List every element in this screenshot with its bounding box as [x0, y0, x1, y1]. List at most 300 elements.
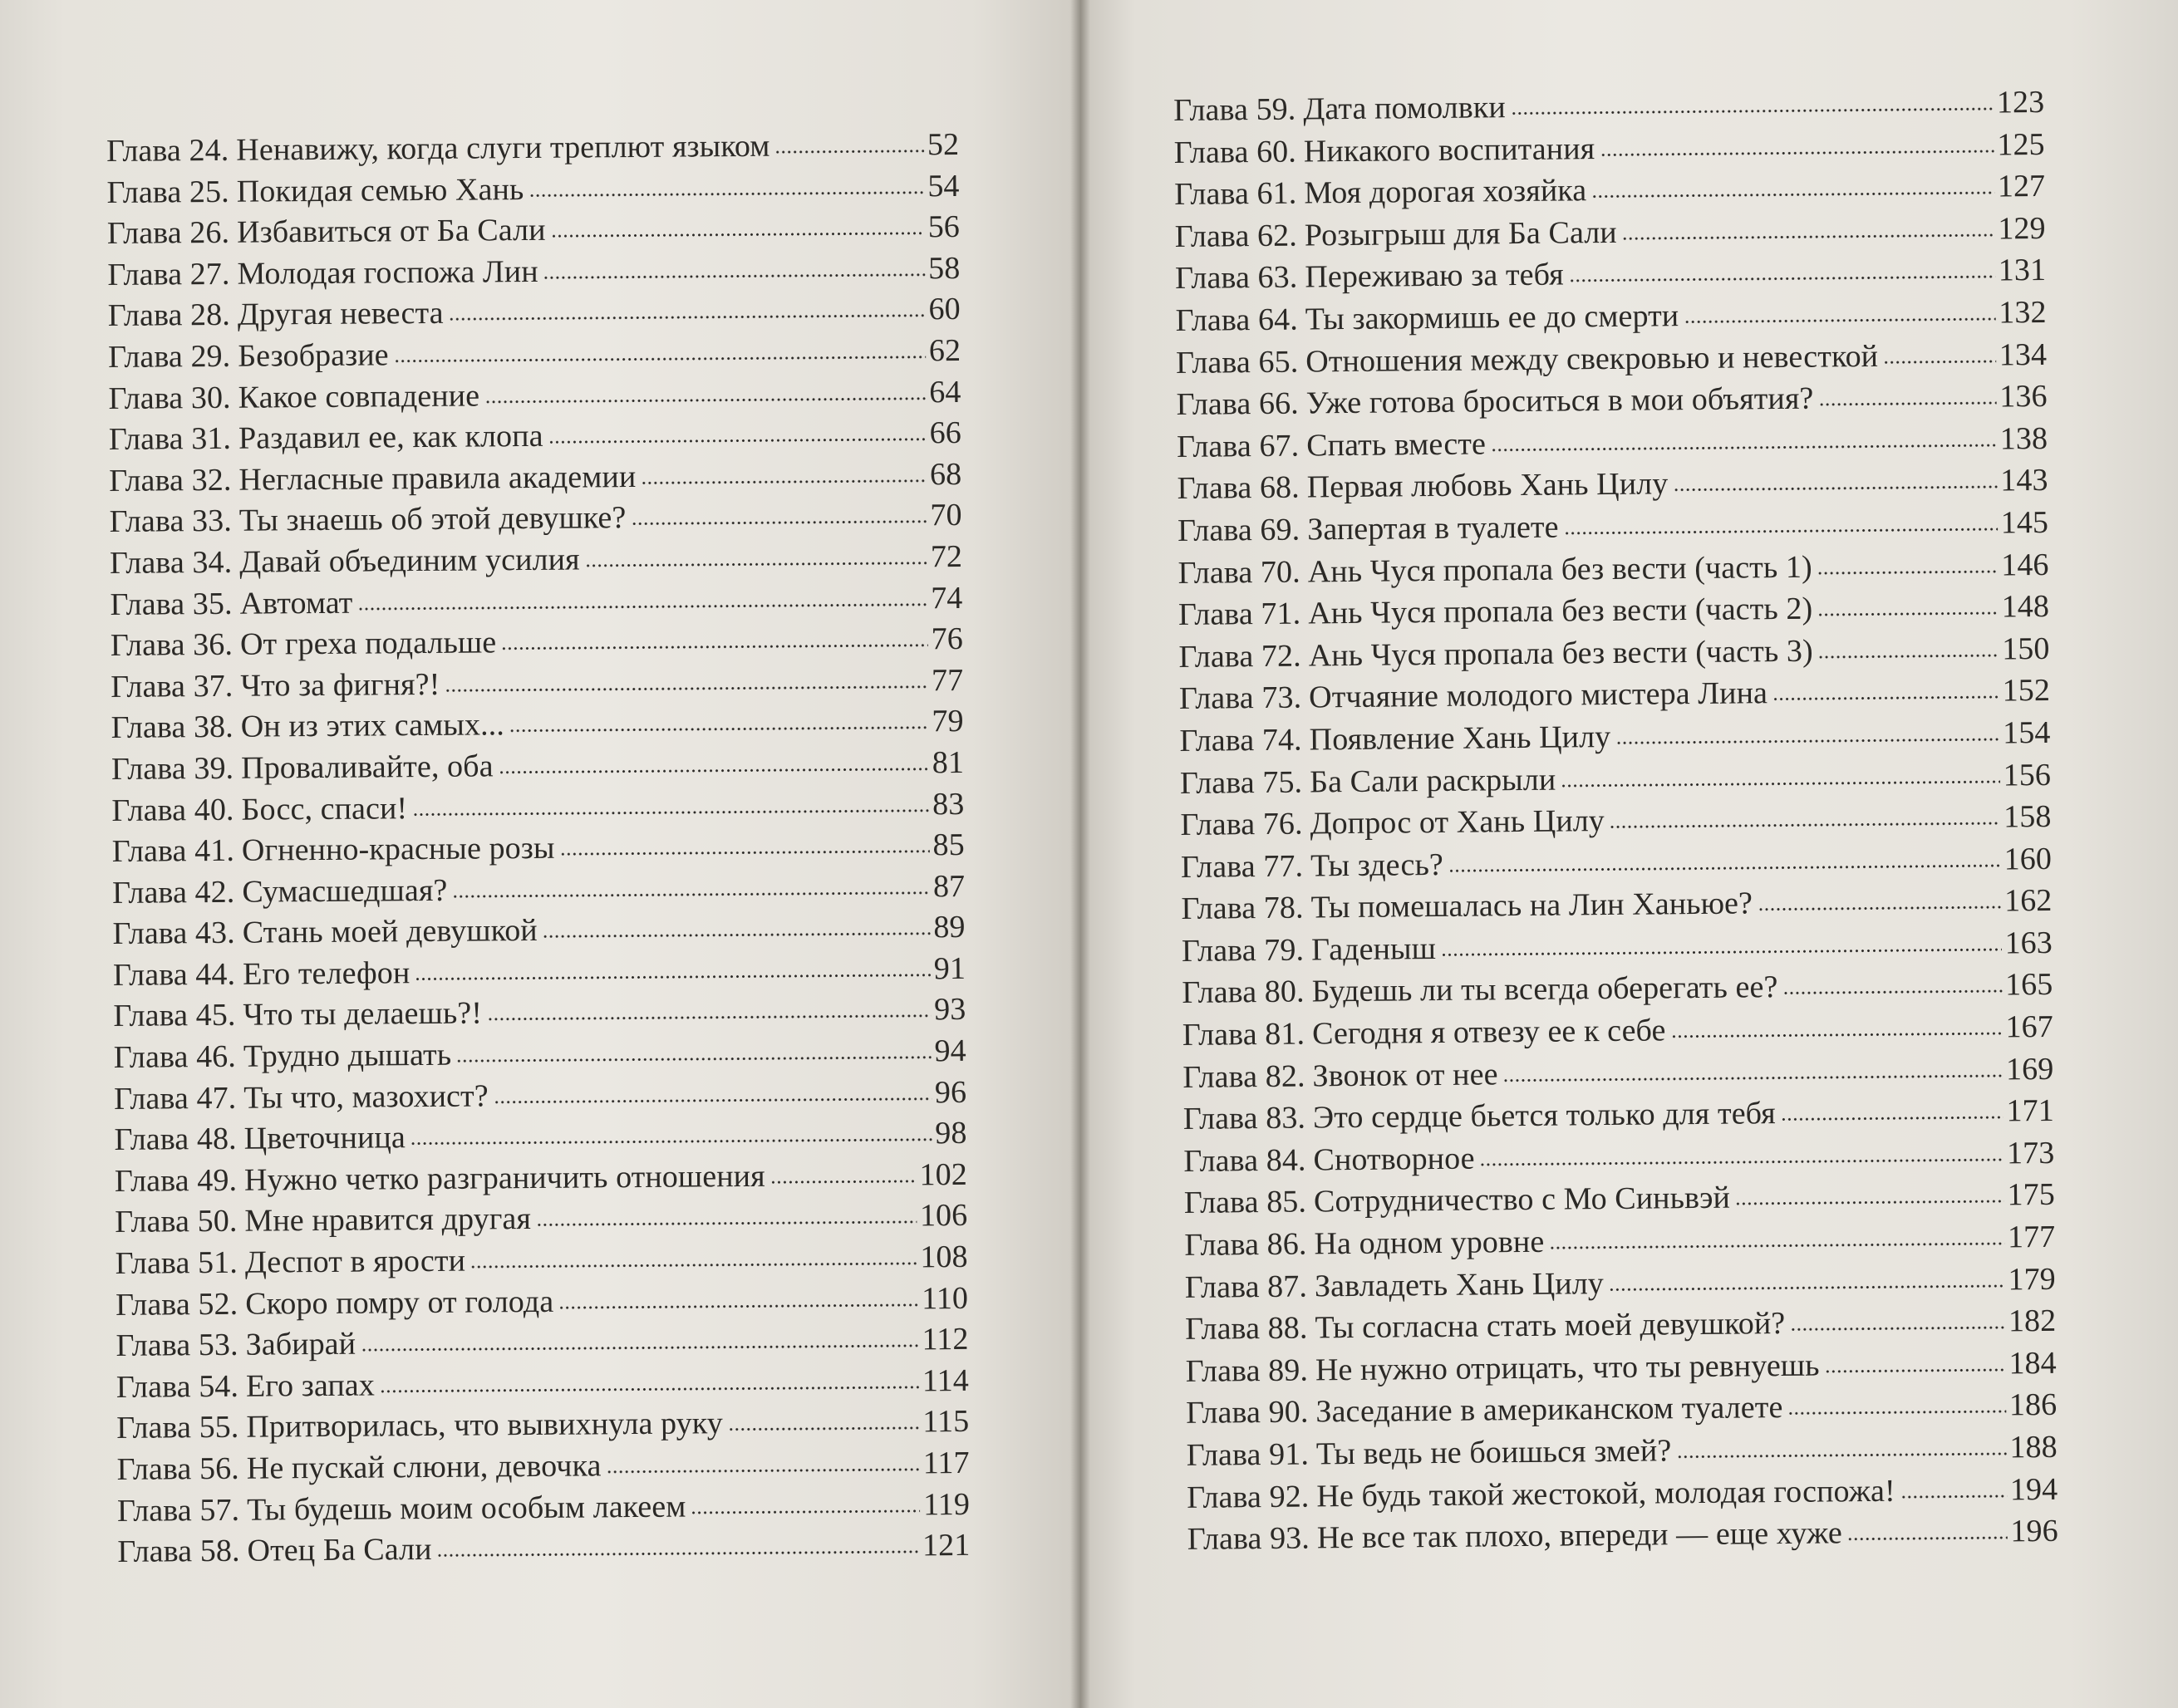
page-number: 91 — [933, 950, 966, 987]
page-number: 77 — [931, 662, 964, 698]
dot-leader — [456, 1056, 931, 1062]
dot-leader — [770, 1180, 917, 1183]
chapter-label: Глава 34. — [109, 544, 233, 581]
dot-leader — [560, 850, 930, 855]
chapter-label: Глава 88. — [1185, 1310, 1308, 1347]
chapter-title: Деспот в ярости — [244, 1243, 466, 1280]
dot-leader — [470, 1262, 917, 1268]
page-number: 76 — [931, 621, 963, 657]
toc-entry — [109, 454, 961, 503]
chapter-title: Моя дорогая хозяйка — [1304, 173, 1587, 211]
page-number: 108 — [920, 1239, 968, 1275]
chapter-label: Глава 47. — [113, 1080, 237, 1117]
page-number: 138 — [1999, 420, 2048, 457]
chapter-title: Покидая семью Хань — [236, 171, 524, 209]
chapter-label: Глава 29. — [107, 338, 231, 375]
page-number: 119 — [922, 1486, 971, 1522]
chapter-title: Нужно четко разграничить отношения — [243, 1158, 765, 1198]
page-number: 58 — [927, 250, 961, 287]
chapter-label: Глава 51. — [115, 1244, 238, 1281]
chapter-title: Сумасшедшая? — [242, 872, 448, 910]
page-number: 96 — [934, 1074, 967, 1110]
toc-entry — [108, 289, 961, 337]
chapter-title: Скоро помру от голода — [245, 1283, 554, 1322]
page-number: 64 — [929, 374, 961, 410]
page-number: 66 — [929, 415, 962, 451]
chapter-title: Ты согласна стать моей девушкой? — [1315, 1306, 1786, 1346]
dot-leader — [1781, 1117, 2003, 1121]
chapter-title: Уже готова броситься в мои объятия? — [1305, 380, 1814, 421]
page-number: 106 — [919, 1198, 968, 1234]
page-number: 87 — [932, 868, 966, 904]
toc-entry — [116, 1443, 969, 1491]
toc-entry — [111, 701, 963, 749]
dot-leader — [558, 1303, 918, 1308]
page-number: 125 — [1997, 126, 2045, 163]
chapter-label: Глава 72. — [1178, 638, 1301, 675]
page-number: 89 — [933, 910, 966, 945]
chapter-title: Ненавижу, когда слуги треплют языком — [236, 128, 770, 168]
chapter-label: Глава 37. — [111, 668, 234, 704]
toc-entry — [108, 331, 961, 379]
chapter-label: Глава 54. — [116, 1368, 239, 1405]
chapter-title: Молодая госпожа Лин — [237, 253, 538, 292]
chapter-label: Глава 63. — [1174, 259, 1298, 297]
page-number: 68 — [929, 456, 962, 492]
chapter-title: Автомат — [239, 585, 353, 621]
chapter-title: Переживаю за тебя — [1305, 257, 1564, 295]
dot-leader — [641, 479, 927, 484]
chapter-title: Будешь ли ты всегда оберегать ее? — [1311, 969, 1778, 1009]
dot-leader — [1772, 696, 1999, 701]
dot-leader — [543, 273, 925, 279]
page-number: 102 — [919, 1156, 968, 1193]
dot-leader — [1684, 317, 1995, 323]
chapter-title: Что за фигня?! — [240, 666, 440, 704]
page-number: 177 — [2007, 1219, 2056, 1255]
chapter-label: Глава 28. — [107, 297, 231, 334]
chapter-title: Ань Чуся пропала без вести (часть 3) — [1308, 633, 1813, 674]
chapter-title: Мне нравится другая — [244, 1201, 532, 1239]
chapter-label: Глава 81. — [1182, 1016, 1305, 1053]
chapter-title: Отчаяние молодого мистера Лина — [1308, 675, 1768, 715]
chapter-title: Ты знаешь об этой девушке? — [238, 500, 627, 539]
toc-entry — [111, 743, 964, 791]
chapter-label: Глава 46. — [113, 1038, 237, 1076]
page-number: 163 — [2004, 925, 2053, 961]
left-toc-list — [106, 125, 971, 1573]
page-number: 81 — [932, 744, 965, 781]
chapter-label: Глава 58. — [117, 1533, 240, 1570]
chapter-title: Другая невеста — [237, 296, 444, 333]
page-number: 52 — [927, 126, 960, 163]
dot-leader — [1883, 360, 1996, 363]
page-number: 70 — [930, 498, 962, 533]
chapter-label: Глава 71. — [1177, 596, 1301, 633]
dot-leader — [1503, 1074, 2003, 1082]
page-number: 129 — [1998, 210, 2046, 247]
chapter-title: Что ты делаешь?! — [243, 995, 483, 1033]
toc-entry — [107, 248, 960, 297]
dot-leader — [1622, 233, 1995, 239]
page-number: 182 — [2008, 1303, 2057, 1339]
toc-entry — [110, 537, 962, 585]
page-number: 154 — [2002, 714, 2051, 751]
chapter-title: Первая любовь Хань Цилу — [1306, 466, 1669, 505]
chapter-label: Глава 93. — [1187, 1520, 1310, 1558]
page-number: 134 — [1999, 336, 2048, 373]
page-number: 143 — [2000, 463, 2048, 498]
toc-entry — [113, 989, 966, 1038]
page-number: 131 — [1998, 253, 2047, 288]
chapter-label: Глава 86. — [1184, 1226, 1307, 1263]
page-number: 62 — [928, 332, 961, 369]
chapter-title: Сегодня я отвезу ее к себе — [1311, 1013, 1666, 1052]
toc-entry — [112, 907, 965, 955]
page-number: 150 — [2001, 631, 2050, 667]
toc-entry — [117, 1484, 970, 1532]
dot-leader — [1900, 1494, 2007, 1498]
page-number: 83 — [932, 786, 965, 822]
page-number: 74 — [931, 580, 963, 616]
page-number: 98 — [935, 1116, 967, 1151]
toc-entry — [111, 660, 963, 709]
dot-leader — [415, 974, 930, 980]
page-number: 60 — [928, 292, 961, 327]
page-number: 162 — [2003, 883, 2053, 919]
page-number: 112 — [922, 1322, 969, 1357]
chapter-label: Глава 50. — [115, 1204, 238, 1240]
dot-leader — [487, 1015, 931, 1021]
chapter-title: Не будь такой жестокой, молодая госпожа! — [1316, 1473, 1895, 1514]
dot-leader — [1817, 570, 1998, 574]
chapter-label: Глава 77. — [1180, 848, 1304, 885]
toc-entry — [116, 1401, 969, 1450]
chapter-label: Глава 44. — [112, 956, 236, 993]
dot-leader — [1825, 1368, 2006, 1372]
dot-leader — [1673, 486, 1997, 492]
chapter-title: Ты что, мазохист? — [243, 1078, 489, 1116]
chapter-label: Глава 27. — [107, 256, 230, 292]
chapter-title: Стань моей девушкой — [242, 913, 538, 951]
dot-leader — [543, 933, 931, 939]
dot-leader — [501, 644, 927, 650]
chapter-title: Босс, спаси! — [241, 790, 408, 827]
page-number: 127 — [1997, 169, 2046, 204]
toc-entry — [114, 1113, 966, 1161]
page-number: 175 — [2007, 1177, 2056, 1213]
dot-leader — [445, 685, 928, 692]
page-number: 123 — [1996, 84, 2045, 120]
page-number: 72 — [930, 538, 963, 575]
chapter-title: Никакого воспитания — [1303, 130, 1595, 169]
dot-leader — [437, 1551, 920, 1558]
chapter-title: Розыгрыш для Ба Сали — [1304, 214, 1617, 253]
dot-leader — [484, 397, 926, 403]
toc-entry — [116, 1279, 968, 1327]
page-number: 152 — [2002, 673, 2051, 709]
chapter-title: Отец Ба Сали — [247, 1532, 432, 1568]
page-number: 158 — [2003, 798, 2052, 835]
dot-leader — [1758, 906, 2001, 911]
chapter-label: Глава 30. — [108, 380, 231, 416]
dot-leader — [412, 809, 929, 816]
toc-entry — [112, 866, 965, 915]
page-number: 94 — [934, 1033, 966, 1069]
chapter-title: Давай объединим усилия — [239, 542, 580, 580]
chapter-title: Не все так плохо, впереди — еще хуже — [1316, 1515, 1843, 1556]
chapter-title: Спать вместе — [1306, 426, 1487, 464]
chapter-title: Запертая в туалете — [1307, 509, 1559, 547]
page-number: 54 — [927, 168, 960, 204]
dot-leader — [499, 768, 929, 773]
dot-leader — [1600, 150, 1994, 156]
toc-entry — [110, 495, 962, 543]
chapter-label: Глава 24. — [106, 132, 229, 169]
chapter-label: Глава 26. — [106, 215, 230, 252]
chapter-title: Дата помолвки — [1303, 90, 1506, 127]
dot-leader — [361, 1345, 918, 1352]
page-number: 117 — [922, 1445, 970, 1481]
chapter-label: Глава 89. — [1185, 1352, 1309, 1389]
dot-leader — [551, 232, 925, 238]
chapter-title: Избавиться от Ба Сали — [236, 213, 546, 250]
chapter-title: Отношения между свекровью и невесткой — [1305, 338, 1879, 380]
dot-leader — [1735, 1200, 2004, 1205]
chapter-label: Глава 73. — [1178, 680, 1302, 717]
toc-entry — [116, 1237, 968, 1285]
chapter-title: На одном уровне — [1314, 1224, 1545, 1262]
chapter-title: Завладеть Хань Цилу — [1314, 1265, 1605, 1304]
chapter-label: Глава 49. — [114, 1162, 238, 1199]
dot-leader — [606, 1468, 919, 1473]
dot-leader — [452, 891, 930, 898]
chapter-title: Притворилась, что вывихнула руку — [246, 1406, 724, 1445]
chapter-title: Ань Чуся пропала без вести (часть 2) — [1308, 591, 1813, 631]
page-number: 179 — [2008, 1261, 2056, 1298]
chapter-title: Огненно-красные розы — [241, 830, 555, 868]
chapter-title: Проваливайте, оба — [241, 748, 494, 786]
chapter-title: Ань Чуся пропала без вести (часть 1) — [1307, 549, 1812, 590]
dot-leader — [1480, 1158, 2003, 1166]
chapter-title: Безобразие — [238, 337, 389, 374]
chapter-title: Его телефон — [242, 955, 411, 992]
dot-leader — [691, 1509, 920, 1514]
chapter-title: Не пускай слюни, девочка — [246, 1448, 602, 1486]
chapter-title: Не нужно отрицать, что ты ревнуешь — [1315, 1347, 1820, 1388]
chapter-label: Глава 78. — [1181, 890, 1304, 927]
chapter-label: Глава 61. — [1174, 175, 1297, 213]
toc-entry — [111, 783, 964, 832]
chapter-label: Глава 33. — [109, 503, 233, 540]
right-toc-list — [1173, 81, 2058, 1561]
chapter-label: Глава 82. — [1182, 1058, 1305, 1095]
dot-leader — [380, 1386, 919, 1392]
page-number: 110 — [922, 1280, 969, 1316]
chapter-title: Ты здесь? — [1310, 847, 1444, 884]
page-number: 146 — [2001, 547, 2049, 582]
chapter-title: От греха подальше — [239, 625, 497, 662]
chapter-title: Он из этих самых... — [240, 707, 505, 745]
chapter-label: Глава 76. — [1180, 806, 1303, 843]
chapter-label: Глава 60. — [1173, 134, 1297, 170]
chapter-label: Глава 85. — [1183, 1184, 1307, 1221]
dot-leader — [1491, 444, 1997, 451]
dot-leader — [1591, 192, 1994, 199]
chapter-label: Глава 42. — [112, 874, 235, 910]
chapter-title: Раздавил ее, как клопа — [238, 419, 543, 456]
chapter-label: Глава 39. — [111, 750, 234, 787]
chapter-label: Глава 62. — [1174, 218, 1298, 254]
toc-entry — [1187, 1510, 2058, 1561]
chapter-label: Глава 67. — [1176, 428, 1300, 464]
dot-leader — [529, 191, 924, 197]
page-number: 169 — [2005, 1051, 2054, 1087]
dot-leader — [411, 1138, 932, 1145]
page-number: 148 — [2001, 589, 2050, 625]
chapter-title: Появление Хань Цилу — [1309, 719, 1611, 758]
dot-leader — [548, 438, 927, 444]
chapter-label: Глава 56. — [116, 1450, 239, 1487]
page-number: 132 — [1999, 294, 2047, 331]
dot-leader — [509, 727, 929, 733]
dot-leader — [1818, 402, 1996, 406]
chapter-label: Глава 69. — [1177, 512, 1300, 548]
chapter-label: Глава 87. — [1184, 1269, 1308, 1305]
chapter-title: Заседание в американском туалете — [1315, 1390, 1783, 1430]
dot-leader — [1671, 1033, 2003, 1038]
right-page — [1080, 0, 2178, 1708]
chapter-title: Ты ведь не боишься змей? — [1315, 1433, 1672, 1472]
dot-leader — [1561, 780, 1999, 787]
chapter-title: Негласные правила академии — [238, 459, 637, 498]
toc-entry — [106, 166, 959, 214]
chapter-title: Ты будешь моим особым лакеем — [247, 1489, 686, 1528]
toc-entry — [115, 1155, 967, 1203]
dot-leader — [631, 521, 927, 526]
dot-leader — [1610, 822, 2000, 829]
dot-leader — [1511, 108, 1994, 115]
toc-entry — [106, 125, 959, 173]
dot-leader — [1817, 612, 1998, 616]
chapter-label: Глава 57. — [116, 1492, 240, 1529]
chapter-title: Ты помешалась на Лин Ханьюе? — [1310, 886, 1753, 925]
chapter-title: Ты закормишь ее до смерти — [1305, 298, 1679, 337]
toc-entry — [107, 207, 960, 255]
chapter-label: Глава 53. — [116, 1328, 238, 1364]
chapter-label: Глава 90. — [1186, 1394, 1309, 1431]
dot-leader — [1676, 1452, 2006, 1458]
chapter-label: Глава 64. — [1175, 302, 1299, 338]
chapter-title: Это сердце бьется только для тебя — [1312, 1096, 1776, 1136]
page-number: 173 — [2006, 1135, 2055, 1171]
dot-leader — [774, 150, 924, 153]
dot-leader — [394, 356, 926, 362]
dot-leader — [1441, 948, 2002, 955]
page-number: 93 — [933, 992, 966, 1028]
chapter-title: Допрос от Хань Цилу — [1310, 803, 1605, 842]
dot-leader — [1549, 1242, 2004, 1249]
dot-leader — [1615, 738, 1999, 744]
chapter-label: Глава 80. — [1182, 974, 1305, 1011]
chapter-label: Глава 36. — [110, 626, 234, 664]
chapter-label: Глава 35. — [110, 586, 233, 622]
chapter-label: Глава 43. — [112, 915, 235, 952]
toc-entry — [114, 1072, 966, 1121]
dot-leader — [1818, 654, 1999, 658]
toc-entry — [108, 371, 961, 420]
page-number: 115 — [922, 1404, 970, 1440]
toc-entry — [109, 413, 961, 461]
dot-leader — [1790, 1327, 2005, 1331]
toc-entry — [111, 619, 963, 667]
page-number: 145 — [2000, 504, 2049, 541]
page-number: 186 — [2008, 1387, 2058, 1423]
chapter-label: Глава 65. — [1175, 344, 1299, 380]
toc-entry — [116, 1361, 969, 1409]
chapter-title: Забирай — [245, 1326, 356, 1362]
dot-leader — [1609, 1284, 2005, 1291]
dot-leader — [1783, 990, 2003, 995]
page-number: 56 — [927, 209, 961, 245]
chapter-label: Глава 41. — [111, 832, 235, 870]
chapter-label: Глава 32. — [109, 462, 232, 498]
page-number: 171 — [2006, 1093, 2055, 1129]
chapter-title: Цветочница — [243, 1120, 406, 1156]
dot-leader — [1448, 864, 2001, 871]
chapter-title: Какое совпадение — [238, 378, 480, 415]
chapter-label: Глава 92. — [1187, 1479, 1310, 1515]
dot-leader — [494, 1097, 932, 1103]
chapter-label: Глава 79. — [1181, 932, 1305, 969]
toc-entry — [117, 1525, 970, 1573]
page-number: 121 — [922, 1528, 971, 1563]
chapter-label: Глава 38. — [111, 709, 234, 746]
page-number: 188 — [2009, 1429, 2058, 1465]
page-number: 194 — [2009, 1471, 2058, 1508]
page-number: 165 — [2004, 967, 2053, 1003]
dot-leader — [536, 1221, 917, 1227]
chapter-label: Глава 55. — [116, 1410, 239, 1446]
chapter-label: Глава 75. — [1179, 764, 1303, 801]
dot-leader — [1564, 528, 1998, 534]
page-number: 136 — [1999, 379, 2048, 415]
chapter-label: Глава 84. — [1183, 1142, 1306, 1179]
chapter-label: Глава 83. — [1182, 1100, 1306, 1137]
dot-leader — [449, 315, 926, 321]
page-number: 167 — [2005, 1009, 2054, 1045]
chapter-label: Глава 59. — [1173, 91, 1296, 128]
page-number: 114 — [922, 1362, 970, 1399]
toc-entry — [110, 577, 962, 626]
chapter-label: Глава 48. — [114, 1121, 237, 1158]
dot-leader — [728, 1427, 919, 1431]
dot-leader — [1787, 1411, 2006, 1416]
dot-leader — [357, 603, 927, 610]
toc-entry — [112, 825, 965, 873]
chapter-title: Ба Сали раскрыли — [1309, 762, 1556, 799]
chapter-label: Глава 31. — [108, 420, 232, 458]
chapter-label: Глава 70. — [1177, 554, 1300, 591]
toc-entry — [114, 1031, 966, 1079]
book-gutter — [1070, 0, 1090, 1708]
chapter-title: Его запах — [245, 1367, 376, 1404]
dot-leader — [1847, 1537, 2008, 1541]
dot-leader — [585, 562, 927, 567]
dot-leader — [1569, 276, 1995, 282]
left-page — [0, 0, 1080, 1708]
chapter-label: Глава 66. — [1176, 385, 1299, 423]
